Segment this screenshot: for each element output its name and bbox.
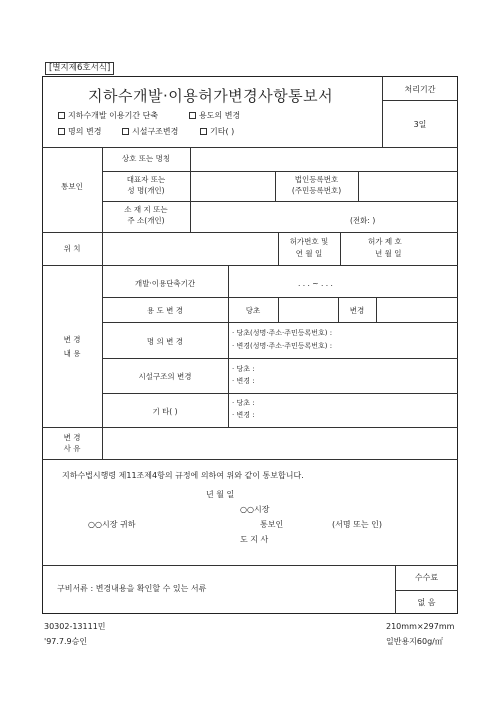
- divider: [42, 232, 458, 233]
- checkbox-icon[interactable]: [189, 112, 196, 119]
- checkbox-icon[interactable]: [58, 128, 65, 135]
- divider: [102, 297, 458, 298]
- usage-label: 용 도 변 경: [146, 306, 184, 315]
- divider: [102, 393, 458, 394]
- divider: [102, 322, 458, 323]
- usage-before: 당초: [245, 306, 261, 315]
- location-label: 위 치: [63, 244, 81, 253]
- checkbox-period[interactable]: 지하수개발 이용기간 단축: [58, 112, 158, 120]
- fee-value: 없 음: [417, 598, 436, 607]
- divider: [340, 232, 341, 265]
- divider: [278, 297, 279, 322]
- address-label-2: 주 소(개인): [127, 216, 165, 225]
- name-before: · 당초(성명·주소·주민등록번호) :: [232, 329, 333, 337]
- checkbox-icon[interactable]: [200, 128, 207, 135]
- checkbox-other[interactable]: 기타( ): [200, 128, 234, 136]
- rep-label-2: 성 명(개인): [127, 186, 165, 195]
- changes-label-2: 내 용: [63, 349, 81, 358]
- statement-date: 년 월 일: [206, 490, 235, 499]
- sign-label: (서명 또는 인): [332, 520, 382, 529]
- checkbox-name[interactable]: 명의 변경: [58, 128, 101, 136]
- footer-approved: '97.7.9승인: [44, 637, 88, 646]
- corp-no-label-2: (주민등록번호): [291, 186, 342, 195]
- permit-date-value: 년 월 일: [375, 249, 402, 258]
- permit-date-label: 연 월 일: [295, 249, 323, 258]
- footer-size: 210mm×297mm: [386, 622, 455, 631]
- divider: [102, 358, 458, 359]
- name-after: · 변경(성명·주소·주민등록번호) :: [232, 342, 333, 350]
- period-label: 개발·이용단축기간: [134, 279, 196, 288]
- checkbox-icon[interactable]: [122, 128, 129, 135]
- checkbox-usage[interactable]: 용도의 변경: [189, 112, 240, 120]
- province: 도 지 사: [240, 535, 269, 544]
- permit-value: 허가 제 호: [368, 237, 402, 246]
- form-number: [별지제6호서식]: [45, 62, 114, 75]
- divider: [102, 265, 103, 427]
- divider: [102, 171, 458, 172]
- divider: [376, 297, 377, 322]
- other-before: · 당초 :: [232, 399, 255, 407]
- facility-label: 시설구조의 변경: [138, 372, 192, 381]
- name-change-label: 명 의 변 경: [146, 337, 184, 346]
- divider: [102, 232, 103, 265]
- changes-label: 변 경: [63, 335, 81, 344]
- divider: [382, 100, 458, 101]
- divider: [102, 427, 103, 459]
- reason-label-2: 사 유: [63, 444, 81, 453]
- divider: [102, 201, 458, 202]
- divider: [358, 171, 359, 201]
- divider: [190, 147, 191, 232]
- facility-before: · 당초 :: [232, 365, 255, 373]
- processing-label: 처리기간: [404, 85, 436, 94]
- corp-no-label: 법인등록번호: [294, 175, 339, 184]
- address-label: 소 재 지 또는: [124, 205, 168, 214]
- business-name-label: 상호 또는 명칭: [121, 154, 171, 163]
- reason-label: 변 경: [63, 433, 81, 442]
- divider: [395, 590, 458, 591]
- recipient: ○○시장 귀하: [88, 520, 136, 529]
- divider: [228, 265, 229, 427]
- processing-value: 3일: [413, 120, 427, 129]
- divider: [42, 459, 458, 460]
- divider: [42, 427, 458, 428]
- divider: [278, 232, 279, 265]
- form-title: 지하수개발·이용허가변경사항통보서: [88, 87, 334, 105]
- divider: [42, 265, 458, 266]
- other-label: 기 타( ): [152, 407, 178, 416]
- documents-text: 구비서류 : 변경내용을 확인할 수 있는 서류: [57, 584, 207, 593]
- notifier-label: 통보인: [61, 182, 83, 191]
- permit-no-label: 허가번호 및: [289, 237, 329, 246]
- footer-code: 30302-13111민: [44, 622, 106, 631]
- checkbox-facility[interactable]: 시설구조변경: [122, 128, 178, 136]
- facility-after: · 변경 :: [232, 377, 255, 385]
- divider: [42, 147, 458, 148]
- statement-city: ○○시장: [240, 505, 270, 514]
- footer-paper: 일반용지60g/㎡: [386, 637, 443, 646]
- fee-label: 수수료: [414, 573, 439, 582]
- period-value: . . . ~ . . .: [298, 279, 333, 288]
- rep-label: 대표자 또는: [126, 175, 166, 184]
- notifier-sign-label: 통보인: [260, 520, 284, 529]
- usage-after: 변경: [349, 306, 365, 315]
- statement-text: 지하수법시행령 제11조제4항의 규정에 의하여 위와 같이 통보합니다.: [62, 471, 304, 480]
- checkbox-icon[interactable]: [58, 112, 65, 119]
- phone-label: (전화: ): [350, 216, 376, 225]
- other-after: · 변경 :: [232, 411, 255, 419]
